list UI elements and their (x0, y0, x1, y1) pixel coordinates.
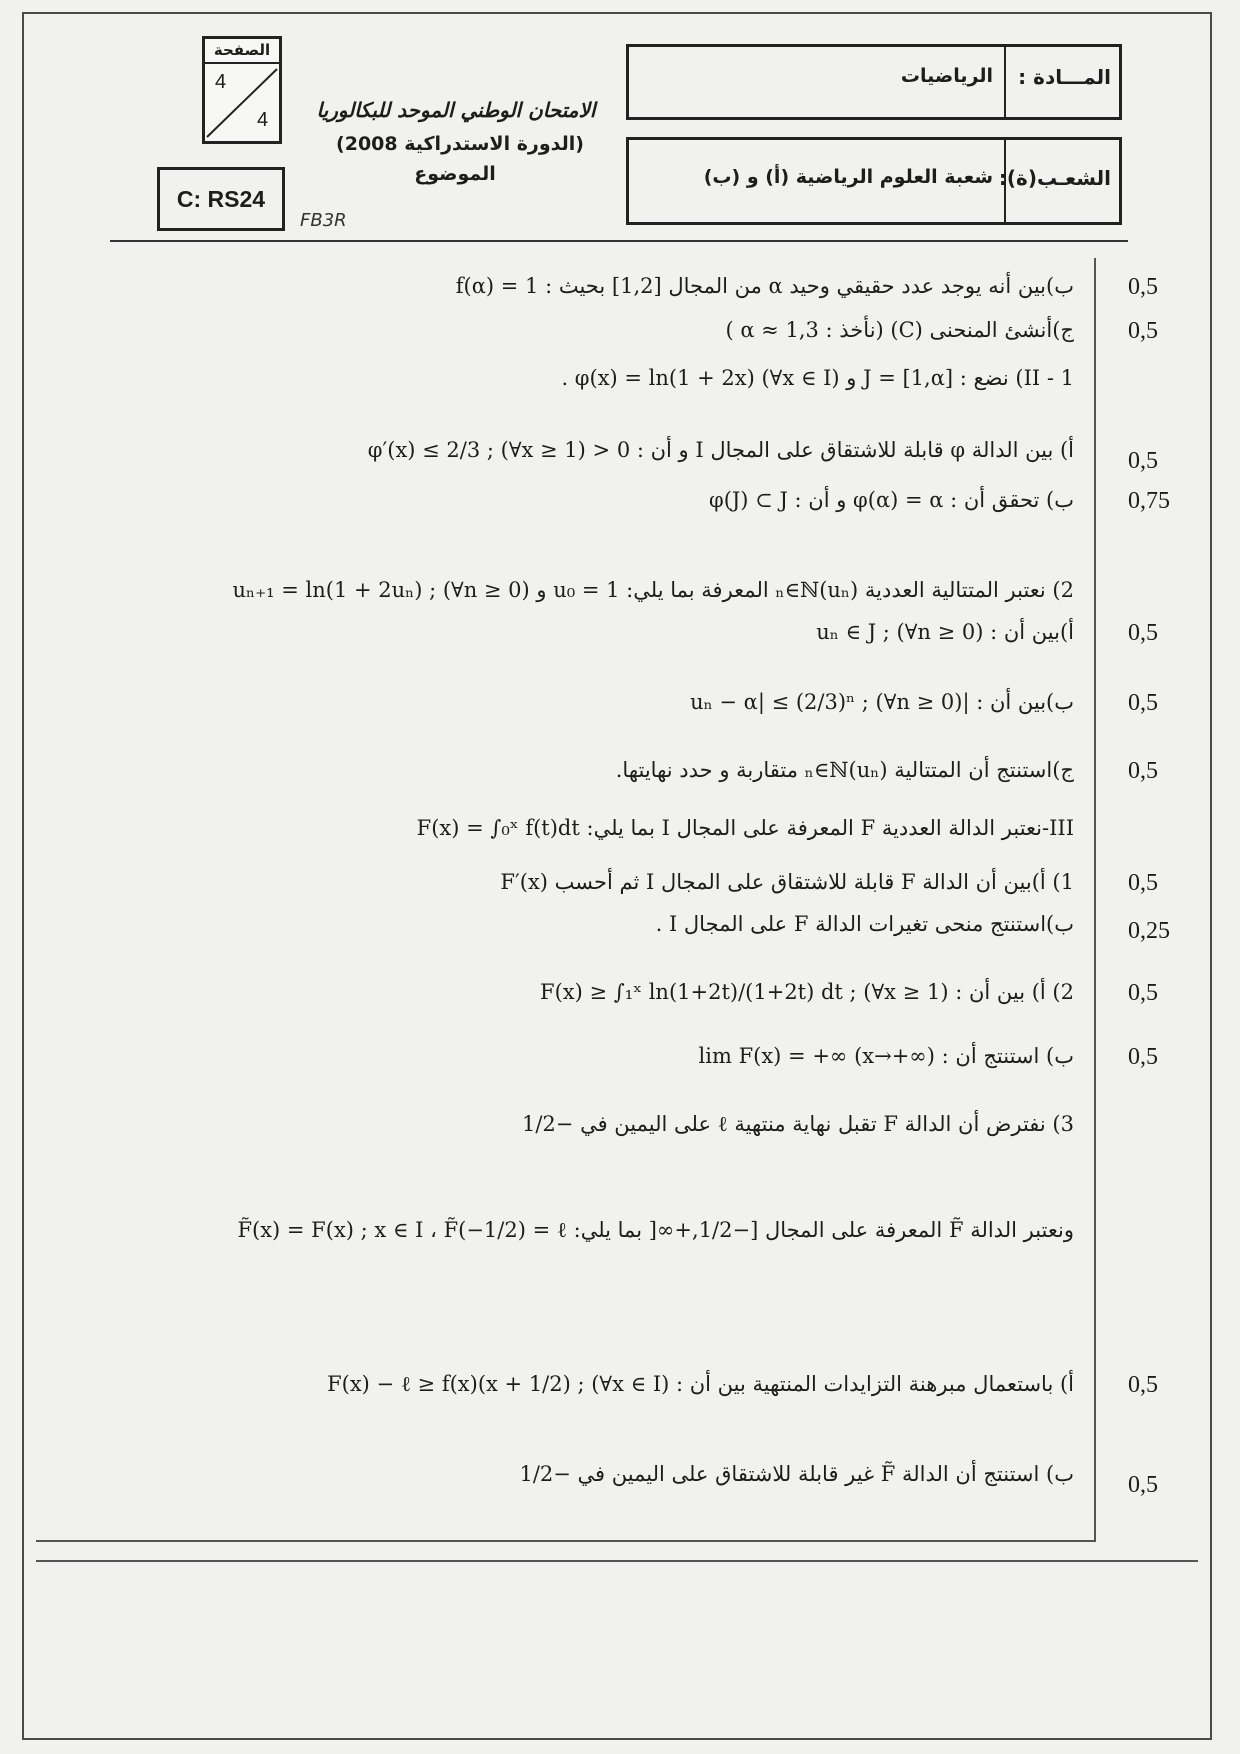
question-line: ب)بين أن : |uₙ − α| ≤ (2/3)ⁿ ; (∀n ≥ 0) (690, 690, 1074, 714)
subject-label: المـــادة : (1018, 65, 1111, 89)
question-line: ب) استنتج أن : lim F(x) = +∞ (x→+∞) (698, 1044, 1074, 1068)
score: 0,5 (1128, 448, 1158, 474)
subject-box (626, 44, 1122, 120)
branch-value: شعبة العلوم الرياضية (أ) و (ب) (703, 166, 993, 188)
subject-value: الرياضيات (900, 65, 993, 87)
score: 0,5 (1128, 318, 1158, 344)
score: 0,5 (1128, 870, 1158, 896)
score: 0,5 (1128, 1472, 1158, 1498)
question-line: أ) بين الدالة φ قابلة للاشتقاق على المجال I و أن : 0 < φ′(x) ≤ 2/3 ; (∀x ≥ 1) (367, 438, 1074, 462)
exam-code: C: RS24 (157, 167, 285, 231)
handwritten-note: FB3R (300, 210, 347, 231)
score: 0,5 (1128, 758, 1158, 784)
page-total: 4 (257, 109, 269, 131)
page-number-box (202, 36, 282, 144)
score: 0,5 (1128, 690, 1158, 716)
question-line: ج)استنتج أن المتتالية (uₙ)ₙ∈ℕ متقاربة و حدد نهايتها. (615, 758, 1074, 782)
question-line: 3) نفترض أن الدالة F تقبل نهاية منتهية ℓ على اليمين في −1/2 (522, 1112, 1074, 1136)
score: 0,5 (1128, 274, 1158, 300)
question-line: أ) باستعمال مبرهنة التزايدات المنتهية بين أن : F(x) − ℓ ≥ f(x)(x + 1/2) ; (∀x ∈ I) (327, 1372, 1074, 1396)
question-line: ب) تحقق أن : φ(α) = α و أن : φ(J) ⊂ J (708, 488, 1074, 512)
question-line: ونعتبر الدالة F̃ المعرفة على المجال [−1/2,+∞[ بما يلي: F̃(x) = F(x) ; x ∈ I ، F̃(−1/2) = ℓ (237, 1218, 1074, 1242)
header-rule (110, 240, 1128, 242)
page-current: 4 (215, 71, 227, 93)
page-label: الصفحة (205, 41, 279, 64)
question-line: أ)بين أن : uₙ ∈ J ; (∀n ≥ 0) (816, 620, 1074, 644)
score: 0,5 (1128, 1372, 1158, 1398)
branch-label: الشعـب(ة): (998, 166, 1111, 190)
exam-title: الامتحان الوطني الموحد للبكالوريا (316, 98, 596, 122)
bottom-rule (36, 1560, 1198, 1562)
question-line: ج)أنشئ المنحنى (C) (نأخذ : α ≈ 1,3 ) (725, 318, 1074, 342)
exam-session: (الدورة الاستدراكية 2008) (336, 133, 584, 155)
question-line: 2) نعتبر المتتالية العددية (uₙ)ₙ∈ℕ المعرفة بما يلي: u₀ = 1 و uₙ₊₁ = ln(1 + 2uₙ) ; (∀n ≥ 0) (232, 578, 1074, 602)
score: 0,25 (1128, 918, 1170, 944)
question-line: II - 1) نضع : J = [1,α] و φ(x) = ln(1 + 2x) (∀x ∈ I) . (561, 366, 1074, 390)
score: 0,5 (1128, 980, 1158, 1006)
question-line: 1) أ)بين أن الدالة F قابلة للاشتقاق على المجال I ثم أحسب F′(x) (500, 870, 1074, 894)
question-line: III-نعتبر الدالة العددية F المعرفة على المجال I بما يلي: F(x) = ∫₀ˣ f(t)dt (416, 816, 1074, 840)
exam-subject: الموضوع (414, 163, 496, 185)
score: 0,5 (1128, 1044, 1158, 1070)
question-line: 2) أ) بين أن : F(x) ≥ ∫₁ˣ ln(1+2t)/(1+2t) dt ; (∀x ≥ 1) (540, 980, 1074, 1004)
question-line: ب) استنتج أن الدالة F̃ غير قابلة للاشتقاق على اليمين في −1/2 (519, 1462, 1074, 1486)
score: 0,5 (1128, 620, 1158, 646)
question-line: ب)استنتج منحى تغيرات الدالة F على المجال I . (655, 912, 1074, 936)
branch-box (626, 137, 1122, 225)
question-line: ب)بين أنه يوجد عدد حقيقي وحيد α من المجال [1,2] بحيث : f(α) = 1 (455, 274, 1074, 298)
score: 0,75 (1128, 488, 1170, 514)
